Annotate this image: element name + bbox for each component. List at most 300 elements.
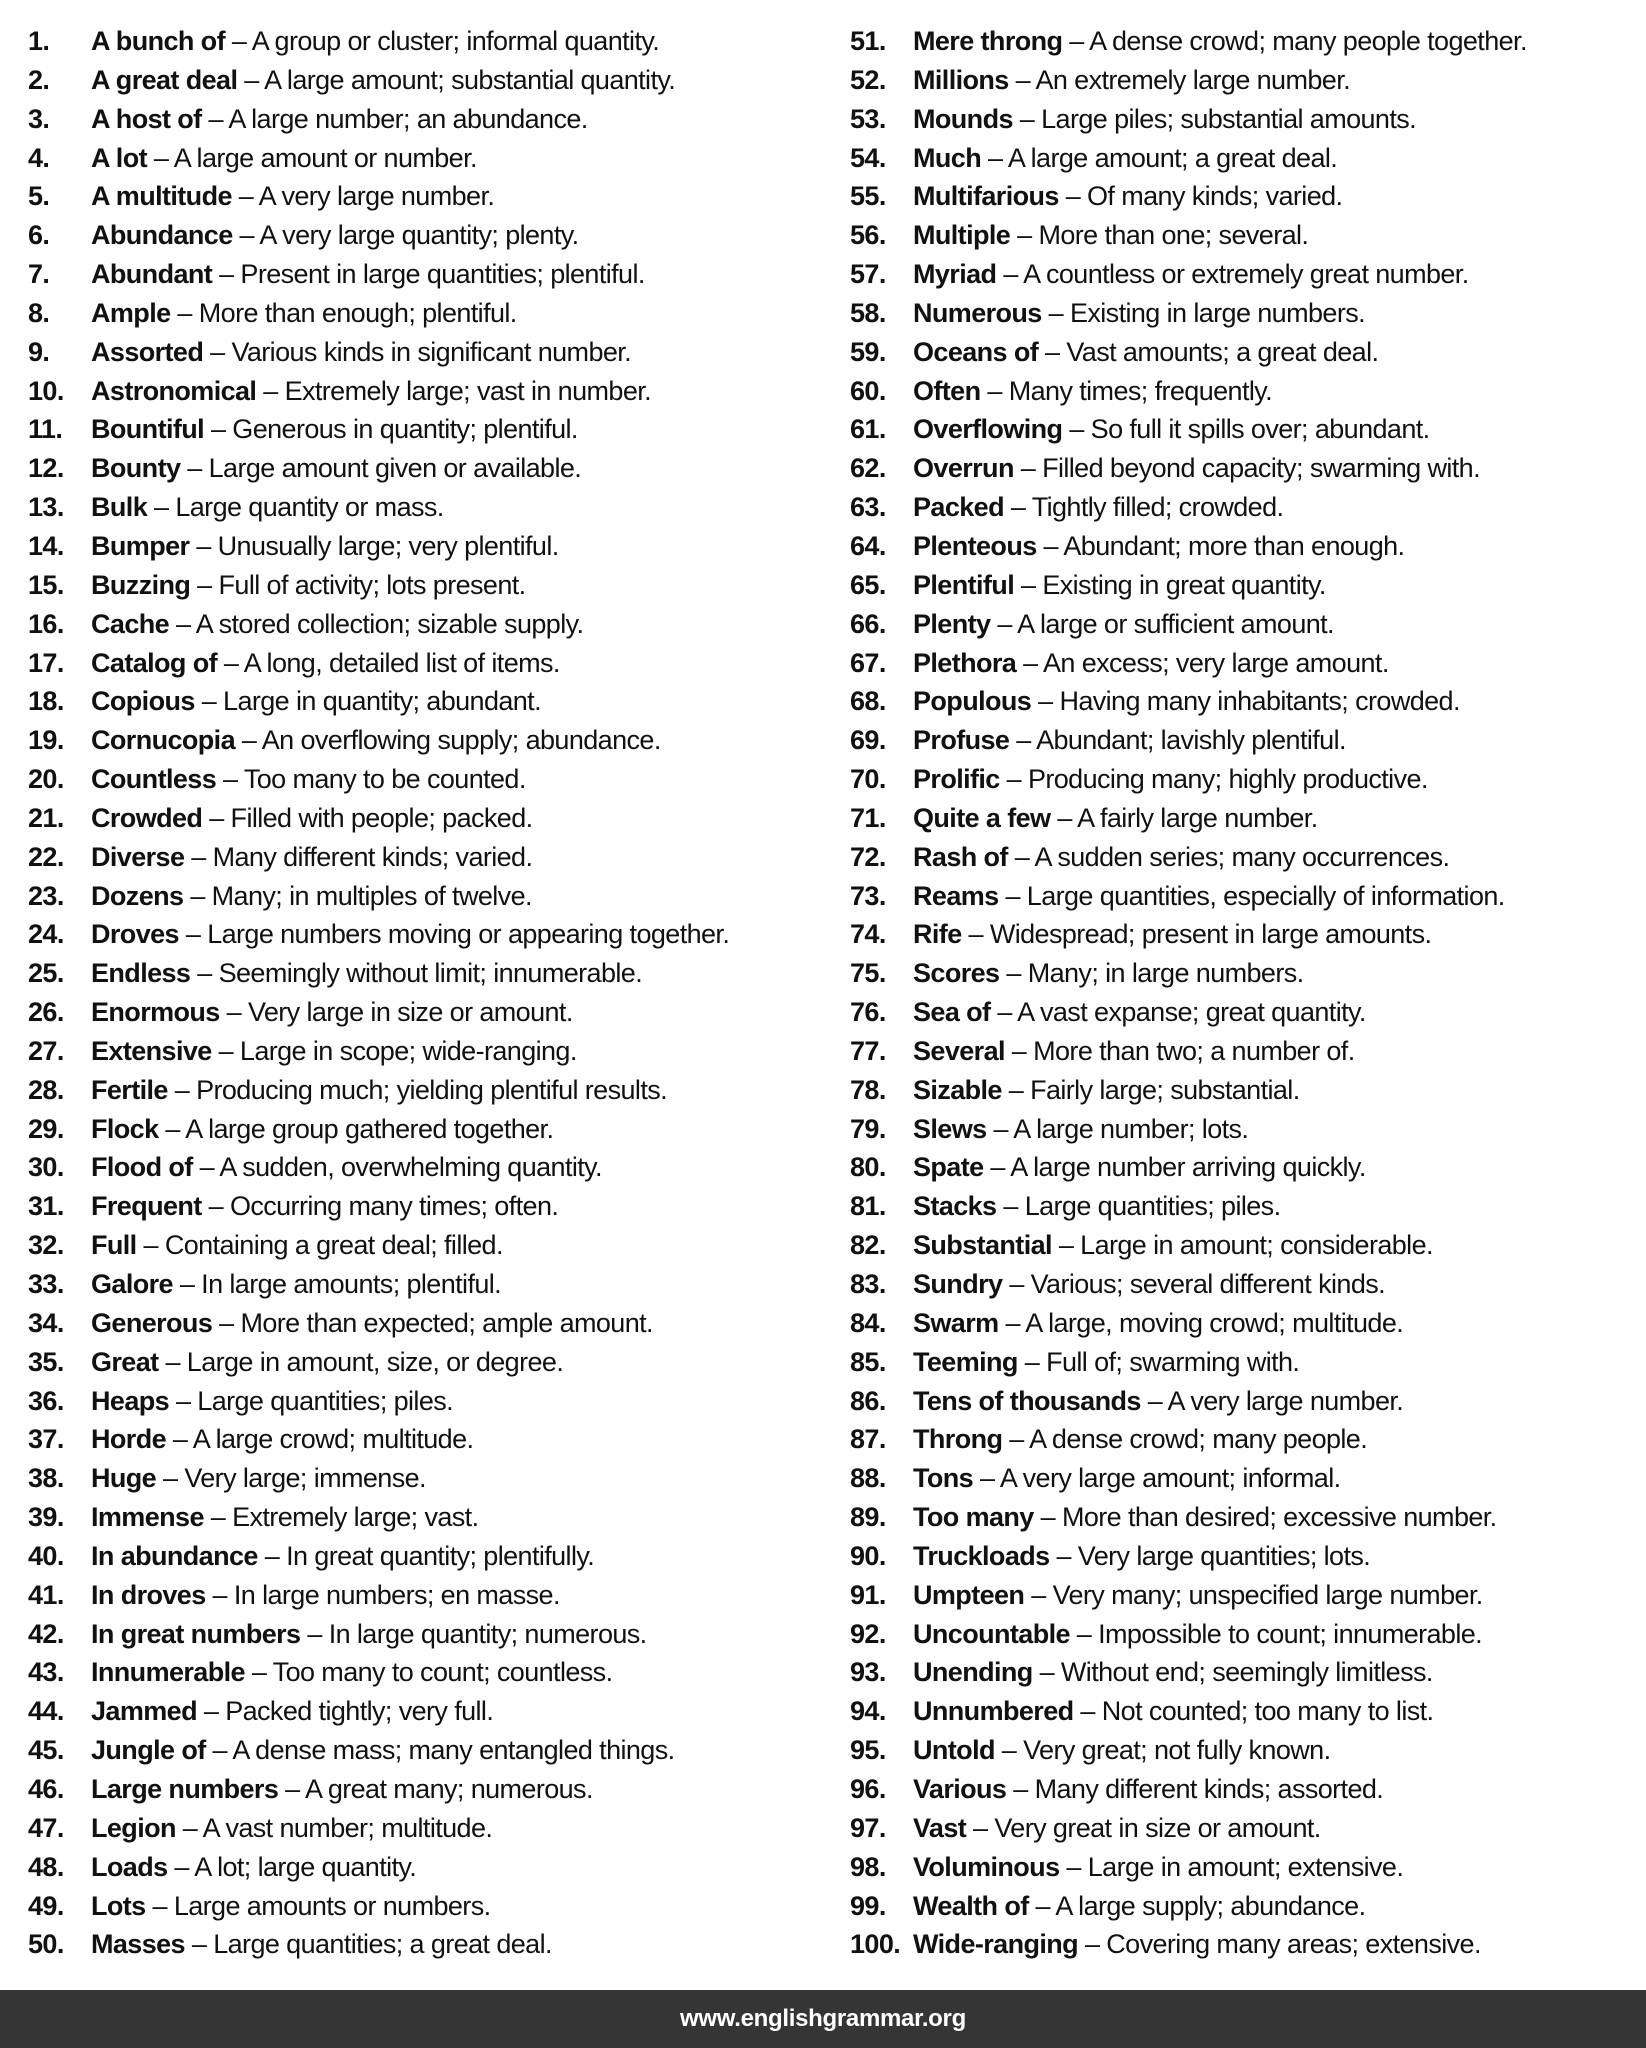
item-number: 56. bbox=[850, 220, 886, 251]
item-body bbox=[913, 644, 1389, 683]
item-body bbox=[913, 1032, 1355, 1071]
item-separator: – bbox=[980, 375, 1009, 406]
item-body bbox=[91, 527, 559, 566]
item-term: Various bbox=[913, 1773, 1007, 1804]
item-term: Countless bbox=[91, 764, 217, 795]
item-body bbox=[913, 799, 1318, 838]
item-number: 61. bbox=[850, 414, 886, 445]
item-separator: – bbox=[232, 220, 260, 251]
item-number: 39. bbox=[28, 1502, 64, 1533]
item-number: 95. bbox=[850, 1735, 886, 1766]
footer-website-link[interactable]: www.englishgrammar.org bbox=[680, 2005, 966, 2032]
item-number: 31. bbox=[28, 1191, 64, 1222]
item-definition: A vast expanse; great quantity. bbox=[1017, 997, 1366, 1028]
item-number: 46. bbox=[28, 1773, 64, 1804]
item-body bbox=[91, 877, 532, 916]
item-definition: A fairly large number. bbox=[1077, 802, 1318, 833]
list-item bbox=[28, 1420, 822, 1459]
item-term: Horde bbox=[91, 1424, 167, 1455]
list-item bbox=[28, 216, 822, 255]
item-term: Catalog of bbox=[91, 647, 217, 678]
list-item bbox=[28, 1615, 822, 1654]
list-item bbox=[850, 1809, 1646, 1848]
list-item bbox=[850, 177, 1646, 216]
item-number: 67. bbox=[850, 647, 886, 678]
item-separator: – bbox=[169, 608, 196, 639]
item-term: Fertile bbox=[91, 1074, 168, 1105]
item-term: Oceans of bbox=[913, 336, 1039, 367]
item-separator: – bbox=[158, 1346, 187, 1377]
item-term: Loads bbox=[91, 1851, 168, 1882]
item-number: 59. bbox=[850, 336, 886, 367]
item-number: 83. bbox=[850, 1269, 886, 1299]
item-term: Dozens bbox=[91, 880, 184, 911]
item-number: 66. bbox=[850, 608, 886, 639]
list-item bbox=[850, 644, 1646, 683]
item-body bbox=[91, 1265, 501, 1304]
list-item bbox=[850, 333, 1646, 372]
item-term: A lot bbox=[91, 142, 147, 173]
item-definition: A very large number. bbox=[258, 181, 495, 212]
item-term: In droves bbox=[91, 1579, 206, 1610]
list-item bbox=[28, 372, 822, 411]
item-term: Innumerable bbox=[91, 1657, 245, 1688]
item-definition: A group or cluster; informal quantity. bbox=[251, 26, 660, 56]
list-item bbox=[850, 1615, 1646, 1654]
item-separator: – bbox=[996, 259, 1024, 290]
item-definition: Existing in large numbers. bbox=[1069, 297, 1366, 328]
item-separator: – bbox=[996, 1191, 1025, 1222]
list-item bbox=[850, 1459, 1646, 1498]
item-term: Full bbox=[91, 1230, 137, 1261]
item-body bbox=[91, 1498, 478, 1537]
item-definition: Filled with people; packed. bbox=[230, 802, 533, 833]
item-definition: An excess; very large amount. bbox=[1042, 647, 1389, 678]
item-body bbox=[91, 1731, 675, 1770]
item-separator: – bbox=[1006, 1773, 1035, 1804]
item-definition: Full of; swarming with. bbox=[1046, 1346, 1300, 1377]
item-definition: An overflowing supply; abundance. bbox=[261, 725, 661, 756]
item-body bbox=[913, 449, 1480, 488]
item-separator: – bbox=[983, 1152, 1011, 1183]
item-separator: – bbox=[1012, 103, 1042, 134]
item-separator: – bbox=[172, 1269, 202, 1299]
item-term: Mounds bbox=[913, 103, 1013, 134]
item-definition: In great quantity; plentifully. bbox=[286, 1540, 595, 1571]
list-item bbox=[28, 605, 822, 644]
item-term: Scores bbox=[913, 958, 1000, 989]
item-separator: – bbox=[990, 608, 1018, 639]
list-item bbox=[28, 721, 822, 760]
item-definition: More than desired; excessive number. bbox=[1061, 1502, 1497, 1533]
list-item bbox=[850, 1110, 1646, 1149]
item-term: Abundance bbox=[91, 220, 233, 251]
item-definition: More than expected; ample amount. bbox=[240, 1307, 653, 1338]
item-body bbox=[913, 1576, 1483, 1615]
item-body bbox=[91, 1653, 612, 1692]
item-separator: – bbox=[158, 1113, 186, 1144]
item-number: 3. bbox=[28, 103, 50, 134]
list-item bbox=[28, 1537, 822, 1576]
item-body bbox=[913, 216, 1308, 255]
item-separator: – bbox=[1059, 1851, 1088, 1882]
item-separator: – bbox=[146, 142, 174, 173]
list-item bbox=[850, 1187, 1646, 1226]
item-body bbox=[913, 1653, 1433, 1692]
item-number: 89. bbox=[850, 1502, 886, 1533]
list-item bbox=[850, 410, 1646, 449]
item-separator: – bbox=[256, 375, 285, 406]
item-term: Astronomical bbox=[91, 375, 257, 406]
word-list bbox=[0, 22, 1646, 1964]
item-body bbox=[91, 1692, 493, 1731]
item-term: Bounty bbox=[91, 453, 181, 484]
item-body bbox=[913, 22, 1527, 61]
footer-bar bbox=[0, 1990, 1646, 2048]
item-body bbox=[91, 449, 581, 488]
item-body bbox=[91, 1304, 653, 1343]
item-definition: Existing in great quantity. bbox=[1042, 569, 1326, 600]
item-term: Masses bbox=[91, 1929, 185, 1960]
item-body bbox=[913, 1420, 1367, 1459]
list-item bbox=[850, 1692, 1646, 1731]
item-definition: More than two; a number of. bbox=[1033, 1035, 1355, 1066]
item-body bbox=[913, 1848, 1403, 1887]
list-item bbox=[850, 449, 1646, 488]
item-separator: – bbox=[147, 492, 176, 523]
item-separator: – bbox=[212, 1307, 241, 1338]
item-definition: Unusually large; very plentiful. bbox=[217, 530, 559, 561]
item-number: 45. bbox=[28, 1735, 64, 1766]
item-number: 12. bbox=[28, 453, 64, 484]
item-term: Teeming bbox=[913, 1346, 1018, 1377]
list-item bbox=[28, 1265, 822, 1304]
list-item bbox=[28, 1770, 822, 1809]
list-item bbox=[28, 1809, 822, 1848]
item-body bbox=[913, 1770, 1383, 1809]
item-term: Uncountable bbox=[913, 1618, 1070, 1649]
item-body bbox=[91, 1110, 553, 1149]
item-number: 88. bbox=[850, 1463, 886, 1494]
item-number: 86. bbox=[850, 1385, 886, 1416]
item-definition: Impossible to count; innumerable. bbox=[1098, 1618, 1483, 1649]
item-separator: – bbox=[1051, 1230, 1081, 1261]
list-item bbox=[28, 1226, 822, 1265]
item-number: 70. bbox=[850, 764, 886, 795]
left-column bbox=[0, 22, 822, 1964]
item-definition: Many times; frequently. bbox=[1008, 375, 1273, 406]
list-item bbox=[28, 449, 822, 488]
item-term: Vast bbox=[913, 1812, 967, 1843]
item-definition: So full it spills over; abundant. bbox=[1090, 414, 1430, 445]
item-number: 50. bbox=[28, 1929, 64, 1960]
item-body bbox=[91, 1343, 563, 1382]
list-item bbox=[28, 682, 822, 721]
item-definition: Filled beyond capacity; swarming with. bbox=[1042, 453, 1480, 484]
item-number: 99. bbox=[850, 1890, 886, 1921]
item-term: Truckloads bbox=[913, 1540, 1050, 1571]
list-item bbox=[28, 1071, 822, 1110]
item-separator: – bbox=[136, 1230, 165, 1261]
item-term: Ample bbox=[91, 297, 171, 328]
item-number: 68. bbox=[850, 686, 886, 717]
item-number: 65. bbox=[850, 569, 886, 600]
item-body bbox=[913, 1265, 1385, 1304]
list-item bbox=[28, 488, 822, 527]
item-separator: – bbox=[202, 802, 231, 833]
list-item bbox=[28, 877, 822, 916]
item-number: 77. bbox=[850, 1035, 886, 1066]
item-term: Immense bbox=[91, 1502, 204, 1533]
item-body bbox=[913, 1071, 1300, 1110]
item-definition: A large amount; substantial quantity. bbox=[264, 64, 676, 95]
item-separator: – bbox=[170, 297, 199, 328]
item-body bbox=[913, 61, 1350, 100]
list-item bbox=[28, 1731, 822, 1770]
list-item bbox=[850, 216, 1646, 255]
item-term: Spate bbox=[913, 1152, 984, 1183]
item-body bbox=[913, 1498, 1497, 1537]
item-term: Overrun bbox=[913, 453, 1014, 484]
list-item bbox=[28, 1498, 822, 1537]
item-separator: – bbox=[998, 1307, 1026, 1338]
list-item bbox=[850, 1148, 1646, 1187]
item-number: 58. bbox=[850, 297, 886, 328]
item-term: Voluminous bbox=[913, 1851, 1060, 1882]
item-definition: A large, moving crowd; multitude. bbox=[1025, 1307, 1404, 1338]
item-body bbox=[913, 177, 1342, 216]
item-separator: – bbox=[1017, 1346, 1047, 1377]
item-body bbox=[91, 333, 631, 372]
list-item bbox=[28, 139, 822, 178]
list-item bbox=[850, 1343, 1646, 1382]
item-number: 97. bbox=[850, 1812, 886, 1843]
item-number: 63. bbox=[850, 492, 886, 523]
item-body bbox=[91, 954, 642, 993]
item-body bbox=[91, 1887, 491, 1926]
item-number: 41. bbox=[28, 1579, 64, 1610]
list-item bbox=[850, 1925, 1646, 1964]
list-item bbox=[28, 760, 822, 799]
item-term: Droves bbox=[91, 919, 179, 950]
item-term: Numerous bbox=[913, 297, 1042, 328]
item-number: 78. bbox=[850, 1074, 886, 1105]
item-number: 55. bbox=[850, 181, 886, 212]
item-separator: – bbox=[189, 530, 218, 561]
item-separator: – bbox=[204, 414, 233, 445]
item-term: Plethora bbox=[913, 647, 1017, 678]
list-item bbox=[28, 644, 822, 683]
item-number: 57. bbox=[850, 259, 886, 290]
item-separator: – bbox=[999, 958, 1028, 989]
item-definition: Extremely large; vast in number. bbox=[284, 375, 652, 406]
item-term: A host of bbox=[91, 103, 202, 134]
item-term: Buzzing bbox=[91, 569, 191, 600]
list-item bbox=[850, 255, 1646, 294]
item-number: 20. bbox=[28, 764, 64, 795]
item-separator: – bbox=[1062, 414, 1091, 445]
item-term: Tens of thousands bbox=[913, 1385, 1141, 1416]
list-item bbox=[28, 177, 822, 216]
item-term: Great bbox=[91, 1346, 159, 1377]
item-definition: Seemingly without limit; innumerable. bbox=[218, 958, 643, 989]
item-definition: Extremely large; vast. bbox=[232, 1502, 479, 1533]
item-separator: – bbox=[1009, 725, 1037, 756]
item-separator: – bbox=[216, 764, 244, 795]
item-separator: – bbox=[231, 181, 259, 212]
item-number: 74. bbox=[850, 919, 886, 950]
item-separator: – bbox=[999, 764, 1028, 795]
item-separator: – bbox=[986, 1113, 1014, 1144]
item-separator: – bbox=[235, 725, 262, 756]
item-definition: Many; in large numbers. bbox=[1027, 958, 1304, 989]
item-number: 62. bbox=[850, 453, 886, 484]
item-separator: – bbox=[1041, 297, 1070, 328]
item-body bbox=[91, 294, 517, 333]
list-item bbox=[28, 1887, 822, 1926]
item-definition: An extremely large number. bbox=[1035, 64, 1350, 95]
list-item bbox=[28, 1382, 822, 1421]
item-definition: Of many kinds; varied. bbox=[1087, 181, 1343, 212]
item-term: A great deal bbox=[91, 64, 238, 95]
item-separator: – bbox=[1003, 492, 1032, 523]
item-number: 49. bbox=[28, 1890, 64, 1921]
list-item bbox=[850, 993, 1646, 1032]
item-body bbox=[91, 1226, 503, 1265]
item-separator: – bbox=[1002, 1269, 1031, 1299]
item-number: 7. bbox=[28, 259, 50, 290]
item-separator: – bbox=[1007, 841, 1035, 872]
item-number: 36. bbox=[28, 1385, 64, 1416]
item-number: 22. bbox=[28, 841, 64, 872]
list-item bbox=[28, 100, 822, 139]
item-body bbox=[913, 1226, 1433, 1265]
item-term: In abundance bbox=[91, 1540, 258, 1571]
item-number: 44. bbox=[28, 1696, 64, 1727]
item-separator: – bbox=[1014, 569, 1043, 600]
item-term: Multifarious bbox=[913, 181, 1059, 212]
item-separator: – bbox=[1008, 64, 1036, 95]
item-number: 80. bbox=[850, 1152, 886, 1183]
item-number: 5. bbox=[28, 181, 50, 212]
item-term: Profuse bbox=[913, 725, 1010, 756]
item-body bbox=[913, 1304, 1403, 1343]
list-item bbox=[28, 255, 822, 294]
item-body bbox=[91, 61, 675, 100]
list-item bbox=[28, 1692, 822, 1731]
item-body bbox=[913, 721, 1346, 760]
list-item bbox=[850, 1226, 1646, 1265]
item-body bbox=[913, 372, 1272, 411]
list-item bbox=[850, 139, 1646, 178]
list-item bbox=[850, 1382, 1646, 1421]
item-number: 85. bbox=[850, 1346, 886, 1377]
item-body bbox=[913, 488, 1283, 527]
item-separator: – bbox=[278, 1773, 305, 1804]
item-separator: – bbox=[1078, 1929, 1107, 1960]
item-body bbox=[913, 682, 1460, 721]
list-item bbox=[28, 1653, 822, 1692]
item-separator: – bbox=[1024, 1579, 1053, 1610]
item-body bbox=[91, 372, 651, 411]
item-term: Wealth of bbox=[913, 1890, 1029, 1921]
item-body bbox=[91, 1148, 602, 1187]
item-term: Endless bbox=[91, 958, 191, 989]
item-definition: Large piles; substantial amounts. bbox=[1041, 103, 1417, 134]
item-definition: A vast number; multitude. bbox=[202, 1812, 493, 1843]
item-separator: – bbox=[156, 1463, 185, 1494]
item-number: 28. bbox=[28, 1074, 64, 1105]
item-term: Sizable bbox=[913, 1074, 1002, 1105]
item-body bbox=[91, 1459, 426, 1498]
item-term: A multitude bbox=[91, 181, 232, 212]
item-term: Flock bbox=[91, 1113, 159, 1144]
item-separator: – bbox=[224, 26, 252, 56]
item-term: Sundry bbox=[913, 1269, 1003, 1299]
item-term: Galore bbox=[91, 1269, 173, 1299]
item-body bbox=[91, 177, 494, 216]
item-number: 21. bbox=[28, 802, 64, 833]
item-body bbox=[913, 527, 1404, 566]
item-body bbox=[91, 1032, 577, 1071]
item-definition: Covering many areas; extensive. bbox=[1106, 1929, 1481, 1960]
item-separator: – bbox=[1004, 1035, 1034, 1066]
list-item bbox=[28, 1304, 822, 1343]
item-separator: – bbox=[981, 142, 1008, 173]
list-item bbox=[850, 1498, 1646, 1537]
item-term: Plenty bbox=[913, 608, 991, 639]
item-definition: A large crowd; multitude. bbox=[192, 1424, 474, 1455]
item-definition: Full of activity; lots present. bbox=[218, 569, 526, 600]
item-term: Huge bbox=[91, 1463, 157, 1494]
list-item bbox=[850, 1537, 1646, 1576]
item-definition: A large group gathered together. bbox=[185, 1113, 554, 1144]
item-term: Multiple bbox=[913, 220, 1011, 251]
item-definition: Large in amount; considerable. bbox=[1080, 1230, 1433, 1261]
item-number: 23. bbox=[28, 880, 64, 911]
item-term: Myriad bbox=[913, 259, 997, 290]
item-definition: Abundant; lavishly plentiful. bbox=[1036, 725, 1346, 756]
item-term: Much bbox=[913, 142, 982, 173]
list-item bbox=[850, 372, 1646, 411]
list-item bbox=[28, 566, 822, 605]
item-number: 76. bbox=[850, 997, 886, 1028]
item-definition: Present in large quantities; plentiful. bbox=[240, 259, 645, 290]
item-definition: Many different kinds; assorted. bbox=[1034, 1773, 1384, 1804]
item-body bbox=[913, 410, 1430, 449]
item-separator: – bbox=[184, 841, 213, 872]
item-body bbox=[91, 488, 444, 527]
item-term: Overflowing bbox=[913, 414, 1063, 445]
item-number: 14. bbox=[28, 530, 64, 561]
item-separator: – bbox=[180, 453, 209, 484]
item-separator: – bbox=[190, 569, 219, 600]
item-separator: – bbox=[175, 1812, 203, 1843]
item-number: 84. bbox=[850, 1307, 886, 1338]
item-separator: – bbox=[1028, 1890, 1056, 1921]
item-term: Lots bbox=[91, 1890, 146, 1921]
item-separator: – bbox=[1038, 336, 1067, 367]
item-body bbox=[91, 721, 661, 760]
item-definition: A long, detailed list of items. bbox=[243, 647, 560, 678]
item-body bbox=[91, 1770, 593, 1809]
item-body bbox=[91, 838, 532, 877]
item-separator: – bbox=[244, 1657, 273, 1688]
item-term: Extensive bbox=[91, 1035, 212, 1066]
item-term: Untold bbox=[913, 1735, 995, 1766]
item-definition: Containing a great deal; filled. bbox=[164, 1230, 503, 1261]
list-item bbox=[850, 1304, 1646, 1343]
